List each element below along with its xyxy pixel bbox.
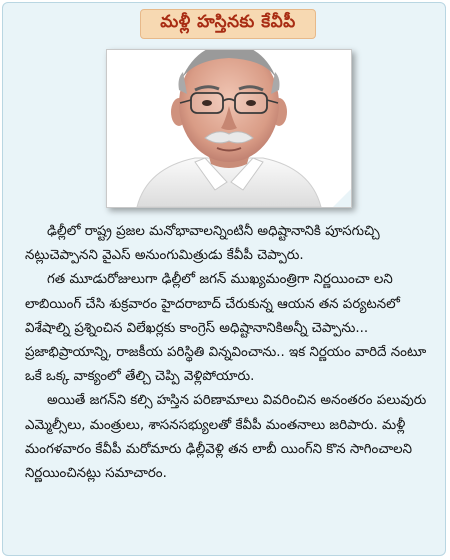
article-body	[25, 220, 435, 486]
portrait-photo	[106, 49, 352, 208]
headline-banner	[140, 9, 316, 39]
portrait-photo-icon	[107, 50, 351, 207]
page-curl	[332, 188, 352, 208]
headline: మళ్లీ హస్తినకు కేవీపీ	[160, 12, 296, 32]
article-panel	[2, 2, 446, 556]
paragraph-1: ఢిల్లీలో రాష్ట్ర ప్రజల మనోభావాలన్నింటినీ అధిష్టానానికి పూసగుచ్చి నట్లుచెప్పానని వైఎస్ అనుంగుమిత్రుడు కేవీపీ చెప్పారు.	[25, 224, 380, 264]
paragraph-3: అయితే జగన్‌ని కల్సి హస్తిన పరిణామాలు వివరించిన అనంతరం పలువురు ఎమ్మెల్సీలు, మంత్రులు, శాసనసభ్యులతో కేవీపీ మంతనాలు జరిపారు. మళ్లీ మంగళవారం కేవీపీ మరోమారు ఢిల్లీవెళ్లి తన లాబీ యింగ్‌ని కొన సాగించాలని నిర్ణయించినట్లు సమాచారం.	[25, 393, 427, 482]
paragraph-2: గత మూడురోజులుగా ఢిల్లీలో జగన్ ముఖ్యమంత్రిగా నిర్ణయించా లని లాబియింగ్ చేసి శుక్రవారం హైదరాబాద్ చేరుకున్న ఆయన తన పర్యటనలో విశేషాల్ని ప్రశ్నించిన విలేఖర్లకు కాంగ్రెస్ అధిష్టానానికిఅన్నీ చెప్పాను... ప్రజాభిప్రాయాన్ని, రాజకీయ పరిస్థితి విన్నవించాను.. ఇక నిర్ణయం వారిదే నంటూ ఒకే ఒక్క వాక్యంలో తేల్చి చెప్పి వెళ్లిపోయారు.	[25, 272, 427, 385]
